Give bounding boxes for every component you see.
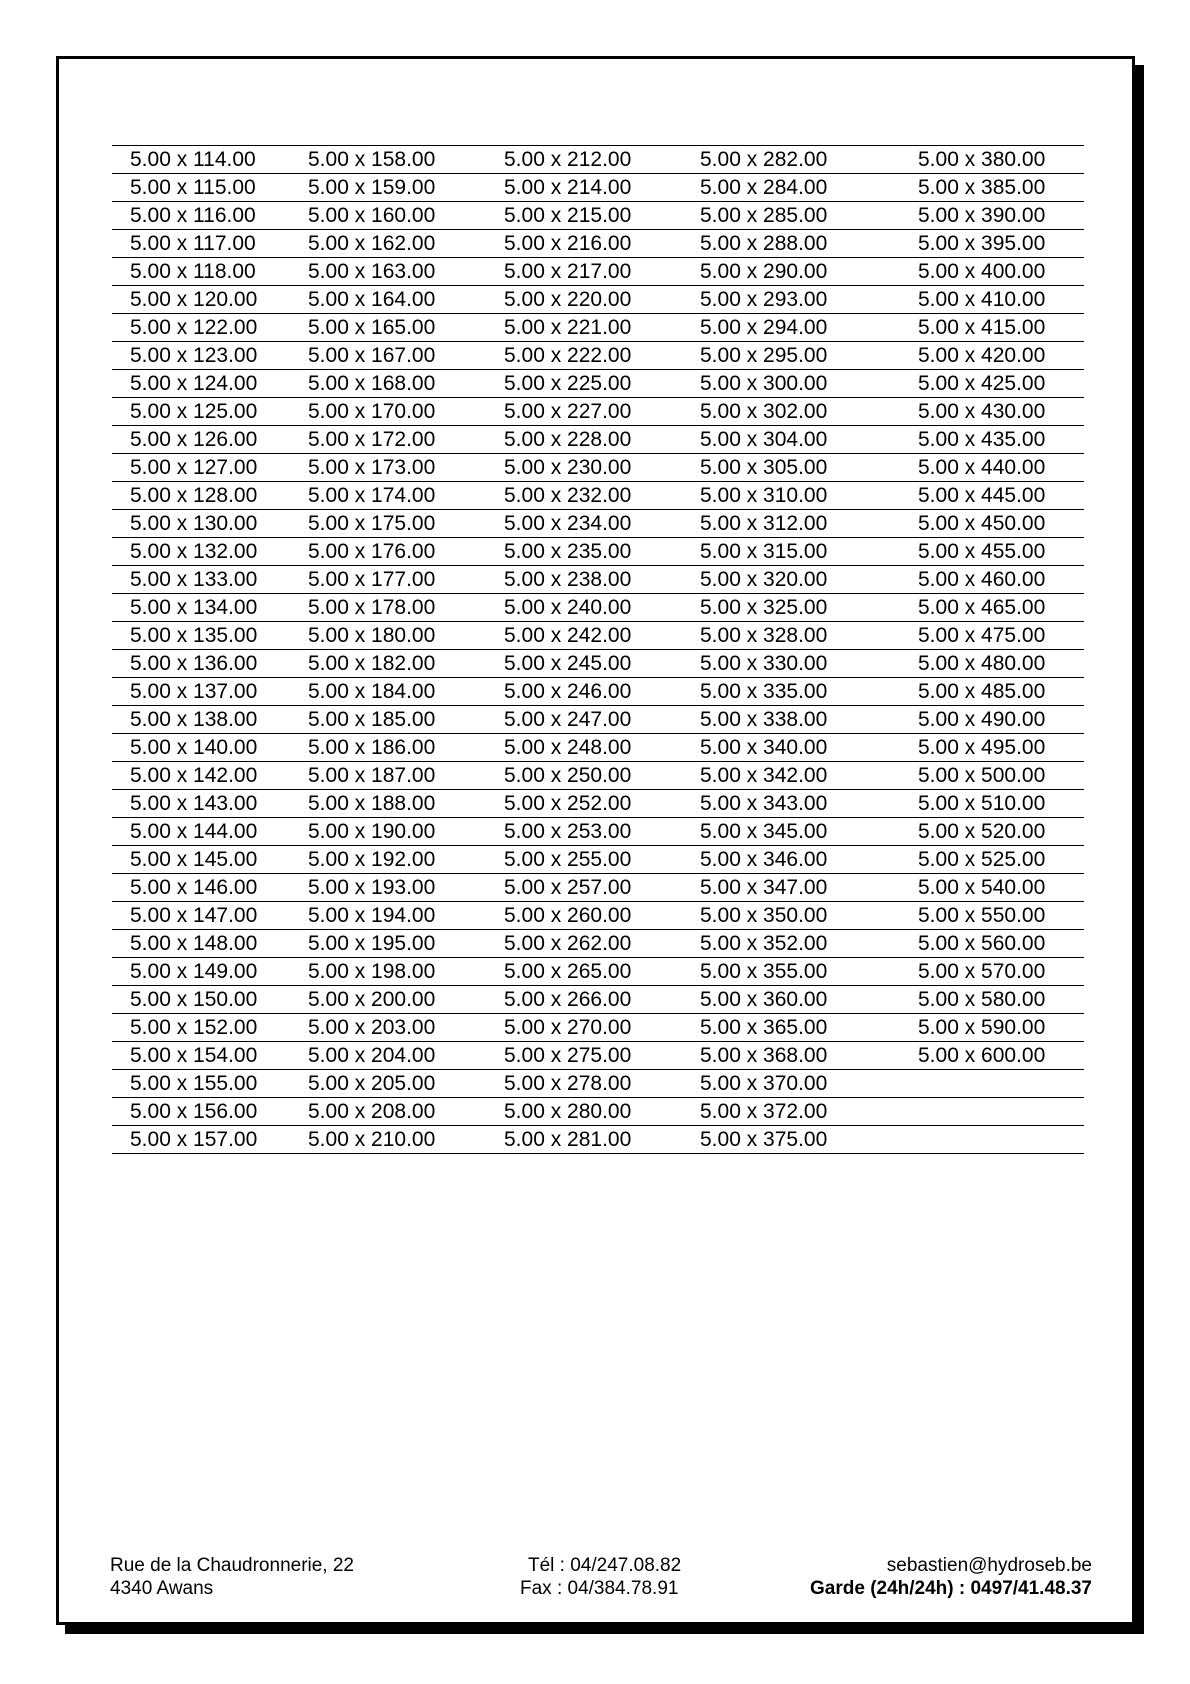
table-cell [918,1126,1084,1154]
table-row [112,370,1084,398]
table-cell: 5.00 x 346.00 [700,846,918,874]
table-cell: 5.00 x 315.00 [700,538,918,566]
table-cell: 5.00 x 266.00 [504,986,700,1014]
table-cell: 5.00 x 338.00 [700,706,918,734]
table-row [112,1042,1084,1070]
table-cell: 5.00 x 288.00 [700,230,918,258]
table-cell: 5.00 x 415.00 [918,314,1084,342]
table-cell: 5.00 x 500.00 [918,762,1084,790]
table-cell: 5.00 x 123.00 [112,342,308,370]
table-cell: 5.00 x 230.00 [504,454,700,482]
table-row [112,762,1084,790]
table-cell: 5.00 x 170.00 [308,398,504,426]
table-cell: 5.00 x 205.00 [308,1070,504,1098]
table-cell: 5.00 x 216.00 [504,230,700,258]
table-cell: 5.00 x 245.00 [504,650,700,678]
table-cell: 5.00 x 320.00 [700,566,918,594]
table-cell: 5.00 x 147.00 [112,902,308,930]
table-row [112,650,1084,678]
table-cell: 5.00 x 148.00 [112,930,308,958]
table-cell: 5.00 x 173.00 [308,454,504,482]
table-cell: 5.00 x 188.00 [308,790,504,818]
table-cell: 5.00 x 164.00 [308,286,504,314]
table-cell: 5.00 x 193.00 [308,874,504,902]
table-cell: 5.00 x 118.00 [112,258,308,286]
table-row [112,538,1084,566]
table-cell: 5.00 x 550.00 [918,902,1084,930]
table-cell: 5.00 x 232.00 [504,482,700,510]
table-cell: 5.00 x 125.00 [112,398,308,426]
table-row [112,734,1084,762]
table-row [112,314,1084,342]
table-row [112,902,1084,930]
table-cell: 5.00 x 128.00 [112,482,308,510]
table-cell: 5.00 x 117.00 [112,230,308,258]
table-cell: 5.00 x 222.00 [504,342,700,370]
table-cell: 5.00 x 410.00 [918,286,1084,314]
table-cell: 5.00 x 284.00 [700,174,918,202]
footer-contact [810,1554,1092,1600]
address-street: Rue de la Chaudronnerie, 22 [110,1555,355,1576]
table-cell: 5.00 x 300.00 [700,370,918,398]
table-cell: 5.00 x 150.00 [112,986,308,1014]
table-cell: 5.00 x 248.00 [504,734,700,762]
table-cell: 5.00 x 200.00 [308,986,504,1014]
table-cell: 5.00 x 275.00 [504,1042,700,1070]
table-row [112,174,1084,202]
table-cell: 5.00 x 343.00 [700,790,918,818]
table-row [112,1098,1084,1126]
table-cell: 5.00 x 525.00 [918,846,1084,874]
table-cell: 5.00 x 175.00 [308,510,504,538]
table-cell: 5.00 x 328.00 [700,622,918,650]
table-cell: 5.00 x 177.00 [308,566,504,594]
table-cell: 5.00 x 217.00 [504,258,700,286]
table-cell: 5.00 x 325.00 [700,594,918,622]
table-cell: 5.00 x 590.00 [918,1014,1084,1042]
table-cell: 5.00 x 122.00 [112,314,308,342]
table-cell: 5.00 x 158.00 [308,146,504,174]
table-cell: 5.00 x 155.00 [112,1070,308,1098]
table-cell: 5.00 x 375.00 [700,1126,918,1154]
table-cell: 5.00 x 312.00 [700,510,918,538]
table-row [112,846,1084,874]
table-row [112,286,1084,314]
table-cell: 5.00 x 238.00 [504,566,700,594]
table-cell: 5.00 x 182.00 [308,650,504,678]
table-cell: 5.00 x 425.00 [918,370,1084,398]
table-cell: 5.00 x 430.00 [918,398,1084,426]
table-row [112,342,1084,370]
table-cell: 5.00 x 120.00 [112,286,308,314]
table-cell: 5.00 x 435.00 [918,426,1084,454]
table-cell: 5.00 x 281.00 [504,1126,700,1154]
email-link[interactable]: sebastien@hydroseb.be [886,1555,1092,1576]
table-cell: 5.00 x 352.00 [700,930,918,958]
table-cell: 5.00 x 246.00 [504,678,700,706]
table-cell: 5.00 x 185.00 [308,706,504,734]
table-cell: 5.00 x 114.00 [112,146,308,174]
table-cell: 5.00 x 198.00 [308,958,504,986]
footer-phone [520,1554,720,1600]
table-cell: 5.00 x 160.00 [308,202,504,230]
table-cell: 5.00 x 234.00 [504,510,700,538]
table-cell: 5.00 x 212.00 [504,146,700,174]
table-cell: 5.00 x 178.00 [308,594,504,622]
table-cell: 5.00 x 450.00 [918,510,1084,538]
table-row [112,258,1084,286]
emergency-phone: Garde (24h/24h) : 0497/41.48.37 [810,1578,1092,1599]
table-cell: 5.00 x 340.00 [700,734,918,762]
table-cell: 5.00 x 252.00 [504,790,700,818]
table-cell: 5.00 x 214.00 [504,174,700,202]
table-cell: 5.00 x 455.00 [918,538,1084,566]
table-cell: 5.00 x 215.00 [504,202,700,230]
table-cell: 5.00 x 460.00 [918,566,1084,594]
table-row [112,930,1084,958]
table-row [112,1126,1084,1154]
table-row [112,230,1084,258]
table-cell: 5.00 x 145.00 [112,846,308,874]
table-cell: 5.00 x 345.00 [700,818,918,846]
table-cell [918,1098,1084,1126]
table-cell: 5.00 x 255.00 [504,846,700,874]
table-cell: 5.00 x 250.00 [504,762,700,790]
table-cell: 5.00 x 485.00 [918,678,1084,706]
dimensions-table [112,145,1084,1154]
table-cell: 5.00 x 495.00 [918,734,1084,762]
table-cell: 5.00 x 221.00 [504,314,700,342]
table-cell: 5.00 x 265.00 [504,958,700,986]
table-cell: 5.00 x 270.00 [504,1014,700,1042]
table-cell: 5.00 x 227.00 [504,398,700,426]
table-cell: 5.00 x 136.00 [112,650,308,678]
table-row [112,818,1084,846]
table-cell: 5.00 x 365.00 [700,1014,918,1042]
table-row [112,482,1084,510]
table-cell: 5.00 x 149.00 [112,958,308,986]
table-cell: 5.00 x 133.00 [112,566,308,594]
table-row [112,874,1084,902]
table-cell: 5.00 x 278.00 [504,1070,700,1098]
table-cell [918,1070,1084,1098]
table-cell: 5.00 x 162.00 [308,230,504,258]
table-cell: 5.00 x 159.00 [308,174,504,202]
table-row [112,706,1084,734]
table-cell: 5.00 x 156.00 [112,1098,308,1126]
table-row [112,678,1084,706]
table-cell: 5.00 x 368.00 [700,1042,918,1070]
table-cell: 5.00 x 163.00 [308,258,504,286]
table-cell: 5.00 x 260.00 [504,902,700,930]
table-cell: 5.00 x 285.00 [700,202,918,230]
table-cell: 5.00 x 225.00 [504,370,700,398]
table-cell: 5.00 x 520.00 [918,818,1084,846]
table-cell: 5.00 x 192.00 [308,846,504,874]
table-row [112,594,1084,622]
table-cell: 5.00 x 247.00 [504,706,700,734]
table-cell: 5.00 x 174.00 [308,482,504,510]
table-cell: 5.00 x 168.00 [308,370,504,398]
table-cell: 5.00 x 262.00 [504,930,700,958]
table-cell: 5.00 x 140.00 [112,734,308,762]
table-cell: 5.00 x 293.00 [700,286,918,314]
table-cell: 5.00 x 228.00 [504,426,700,454]
table-row [112,1070,1084,1098]
table-cell: 5.00 x 115.00 [112,174,308,202]
table-cell: 5.00 x 294.00 [700,314,918,342]
table-cell: 5.00 x 210.00 [308,1126,504,1154]
table-cell: 5.00 x 282.00 [700,146,918,174]
table-row [112,454,1084,482]
table-cell: 5.00 x 184.00 [308,678,504,706]
table-cell: 5.00 x 242.00 [504,622,700,650]
table-cell: 5.00 x 360.00 [700,986,918,1014]
table-row [112,1014,1084,1042]
table-cell: 5.00 x 490.00 [918,706,1084,734]
table-cell: 5.00 x 280.00 [504,1098,700,1126]
table-cell: 5.00 x 335.00 [700,678,918,706]
table-cell: 5.00 x 190.00 [308,818,504,846]
table-cell: 5.00 x 186.00 [308,734,504,762]
table-cell: 5.00 x 180.00 [308,622,504,650]
table-cell: 5.00 x 395.00 [918,230,1084,258]
table-row [112,566,1084,594]
fax-number: Fax : 04/384.78.91 [520,1578,679,1599]
table-cell: 5.00 x 347.00 [700,874,918,902]
table-cell: 5.00 x 124.00 [112,370,308,398]
table-cell: 5.00 x 600.00 [918,1042,1084,1070]
table-cell: 5.00 x 127.00 [112,454,308,482]
table-cell: 5.00 x 137.00 [112,678,308,706]
table-row [112,146,1084,174]
table-row [112,986,1084,1014]
table-cell: 5.00 x 445.00 [918,482,1084,510]
table-cell: 5.00 x 187.00 [308,762,504,790]
table-cell: 5.00 x 304.00 [700,426,918,454]
table-cell: 5.00 x 240.00 [504,594,700,622]
table-cell: 5.00 x 172.00 [308,426,504,454]
table-cell: 5.00 x 143.00 [112,790,308,818]
table-cell: 5.00 x 540.00 [918,874,1084,902]
table-cell: 5.00 x 355.00 [700,958,918,986]
table-cell: 5.00 x 400.00 [918,258,1084,286]
table-cell: 5.00 x 144.00 [112,818,308,846]
table-cell: 5.00 x 380.00 [918,146,1084,174]
table-cell: 5.00 x 350.00 [700,902,918,930]
table-cell: 5.00 x 142.00 [112,762,308,790]
table-cell: 5.00 x 116.00 [112,202,308,230]
table-cell: 5.00 x 257.00 [504,874,700,902]
table-cell: 5.00 x 295.00 [700,342,918,370]
table-cell: 5.00 x 390.00 [918,202,1084,230]
table-cell: 5.00 x 167.00 [308,342,504,370]
table-row [112,622,1084,650]
footer-address [110,1554,354,1600]
table-cell: 5.00 x 204.00 [308,1042,504,1070]
table-cell: 5.00 x 157.00 [112,1126,308,1154]
table-cell: 5.00 x 130.00 [112,510,308,538]
table-cell: 5.00 x 195.00 [308,930,504,958]
table-cell: 5.00 x 135.00 [112,622,308,650]
table-cell: 5.00 x 220.00 [504,286,700,314]
table-row [112,426,1084,454]
table-cell: 5.00 x 570.00 [918,958,1084,986]
table-cell: 5.00 x 165.00 [308,314,504,342]
table-cell: 5.00 x 420.00 [918,342,1084,370]
table-cell: 5.00 x 290.00 [700,258,918,286]
table-cell: 5.00 x 475.00 [918,622,1084,650]
table-cell: 5.00 x 126.00 [112,426,308,454]
table-cell: 5.00 x 152.00 [112,1014,308,1042]
table-cell: 5.00 x 342.00 [700,762,918,790]
address-city: 4340 Awans [110,1578,214,1599]
table-cell: 5.00 x 194.00 [308,902,504,930]
table-cell: 5.00 x 560.00 [918,930,1084,958]
table-cell: 5.00 x 203.00 [308,1014,504,1042]
table-cell: 5.00 x 440.00 [918,454,1084,482]
table-cell: 5.00 x 138.00 [112,706,308,734]
table-cell: 5.00 x 580.00 [918,986,1084,1014]
table-row [112,398,1084,426]
table-cell: 5.00 x 146.00 [112,874,308,902]
table-cell: 5.00 x 176.00 [308,538,504,566]
table-cell: 5.00 x 305.00 [700,454,918,482]
table-cell: 5.00 x 235.00 [504,538,700,566]
table-cell: 5.00 x 310.00 [700,482,918,510]
table-cell: 5.00 x 465.00 [918,594,1084,622]
table-cell: 5.00 x 370.00 [700,1070,918,1098]
table-row [112,790,1084,818]
phone-number: Tél : 04/247.08.82 [528,1555,682,1576]
table-cell: 5.00 x 134.00 [112,594,308,622]
table-cell: 5.00 x 154.00 [112,1042,308,1070]
table-cell: 5.00 x 302.00 [700,398,918,426]
table-cell: 5.00 x 385.00 [918,174,1084,202]
table-cell: 5.00 x 510.00 [918,790,1084,818]
table-cell: 5.00 x 480.00 [918,650,1084,678]
table-cell: 5.00 x 253.00 [504,818,700,846]
table-row [112,510,1084,538]
table-cell: 5.00 x 330.00 [700,650,918,678]
table-cell: 5.00 x 208.00 [308,1098,504,1126]
table-row [112,202,1084,230]
table-cell: 5.00 x 372.00 [700,1098,918,1126]
table-row [112,958,1084,986]
table-cell: 5.00 x 132.00 [112,538,308,566]
dimensions-table-body [112,146,1084,1154]
